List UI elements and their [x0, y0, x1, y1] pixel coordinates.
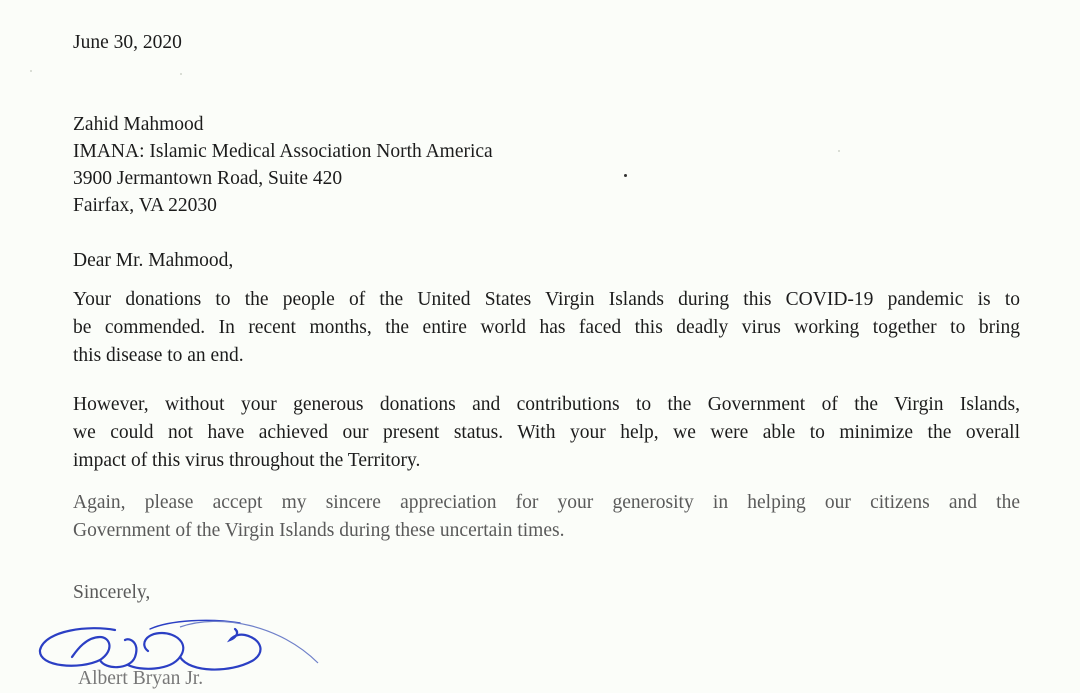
- paragraph-line: However, without your generous donations and contributions to the Government of the Virgin Islands,: [73, 394, 1020, 415]
- signatory-name-cropped: Albert Bryan Jr.: [78, 668, 204, 689]
- scan-speck: [838, 150, 840, 152]
- paragraph-line: be commended. In recent months, the entire world has faced this deadly virus working together to bring: [73, 317, 1020, 338]
- scan-speck: [180, 73, 182, 75]
- salutation: Dear Mr. Mahmood,: [73, 250, 234, 271]
- recipient-organization: IMANA: Islamic Medical Association North America: [73, 141, 493, 162]
- letter-date: June 30, 2020: [73, 32, 182, 53]
- scan-speck: [30, 70, 32, 72]
- paragraph-line: Your donations to the people of the United States Virgin Islands during this COVID-19 pandemic is to: [73, 289, 1020, 310]
- paragraph-line: impact of this virus throughout the Territory.: [73, 450, 421, 471]
- recipient-city: Fairfax, VA 22030: [73, 195, 217, 216]
- paragraph-line: we could not have achieved our present status. With your help, we were able to minimize the overall: [73, 422, 1020, 443]
- recipient-street: 3900 Jermantown Road, Suite 420: [73, 168, 343, 189]
- scan-speck: [624, 174, 627, 177]
- paragraph-line: this disease to an end.: [73, 345, 244, 366]
- paragraph-line: Again, please accept my sincere appreciation for your generosity in helping our citizens and the: [73, 492, 1020, 513]
- body-paragraph: [73, 286, 1020, 370]
- body-paragraph: [73, 391, 1020, 475]
- body-paragraph: [73, 489, 1020, 545]
- recipient-name: Zahid Mahmood: [73, 114, 204, 135]
- paragraph-line: Government of the Virgin Islands during these uncertain times.: [73, 520, 565, 541]
- closing: Sincerely,: [73, 582, 151, 603]
